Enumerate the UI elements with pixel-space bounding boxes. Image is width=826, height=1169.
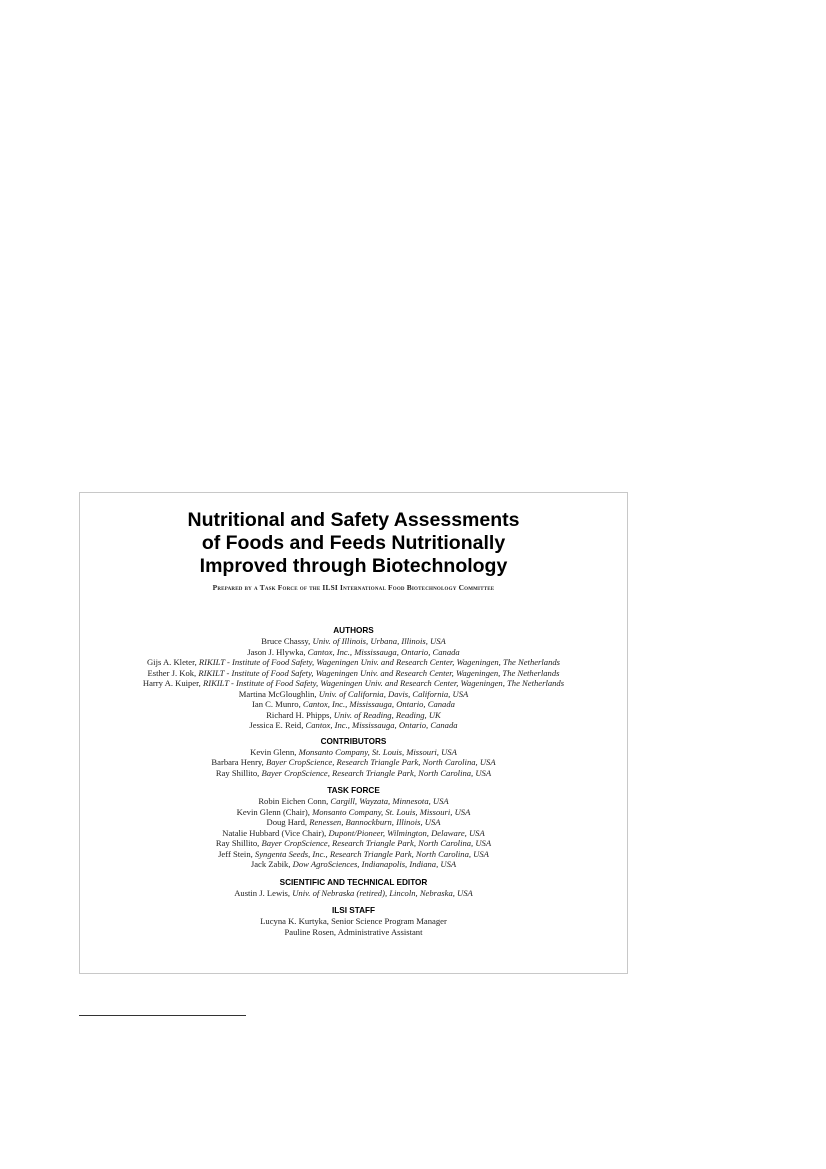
title-line-3: Improved through Biotechnology [199,555,508,577]
author-line: Bruce Chassy, Univ. of Illinois, Urbana, Illinois, USA [261,636,446,646]
staff-line: Lucyna K. Kurtyka, Senior Science Program Manager [260,916,447,926]
task-force-line: Jeff Stein, Syngenta Seeds, Inc., Research Triangle Park, North Carolina, USA [218,848,489,859]
contributor-line: Ray Shillito, Bayer CropScience, Research Triangle Park, North Carolina, USA [215,767,492,778]
author-line: Esther J. Kok, RIKILT - Institute of Food Safety, Wageningen Univ. and Research Center, Wageningen, The Netherlands [147,667,560,678]
task-force-line: Jack Zabik, Dow AgroSciences, Indianapolis, Indiana, USA [250,859,457,869]
author-line: Ian C. Munro, Cantox, Inc., Mississauga, Ontario, Canada [252,699,455,709]
document-title [80,509,627,578]
task-force-line: Ray Shillito, Bayer CropScience, Research Triangle Park, North Carolina, USA [215,838,492,848]
staff-heading: ILSI STAFF [331,906,376,915]
title-panel [79,492,628,974]
task-force-section [80,786,627,870]
footnote-rule [79,1015,246,1016]
staff-section [80,906,627,937]
editor-line: Austin J. Lewis, Univ. of Nebraska (retired), Lincoln, Nebraska, USA [234,887,473,898]
task-force-line: Doug Hard, Renessen, Bannockburn, Illinois, USA [266,817,441,827]
contributor-line: Kevin Glenn, Monsanto Company, St. Louis, Missouri, USA [250,746,457,757]
author-line: Jessica E. Reid, Cantox, Inc., Mississauga, Ontario, Canada [249,720,458,730]
contributor-line: Barbara Henry, Bayer CropScience, Research Triangle Park, North Carolina, USA [211,757,496,767]
authors-section [80,626,627,731]
task-force-line: Natalie Hubbard (Vice Chair), Dupont/Pioneer, Wilmington, Delaware, USA [222,827,485,838]
contributors-heading: CONTRIBUTORS [320,736,387,746]
task-force-line: Kevin Glenn (Chair), Monsanto Company, St. Louis, Missouri, USA [236,806,471,817]
author-line: Richard H. Phipps, Univ. of Reading, Reading, UK [266,709,441,720]
author-line: Harry A. Kuiper, RIKILT - Institute of Food Safety, Wageningen Univ. and Research Center, Wageningen, The Netherlands [142,678,565,688]
author-line: Gijs A. Kleter, RIKILT - Institute of Food Safety, Wageningen Univ. and Research Center, Wageningen, The Netherlands [146,657,561,667]
staff-line: Pauline Rosen, Administrative Assistant [284,926,423,937]
author-line: Jason J. Hlywka, Cantox, Inc., Mississauga, Ontario, Canada [247,646,460,657]
task-force-line: Robin Eichen Conn, Cargill, Wayzata, Minnesota, USA [258,796,449,806]
contributors-section [80,737,627,779]
editor-section [80,878,627,899]
prepared-by: Prepared by a Task Force of the ILSI International Food Biotechnology Committee [212,583,495,592]
title-line-2: of Foods and Feeds Nutritionally [201,532,506,554]
authors-heading: AUTHORS [333,626,374,635]
task-force-heading: TASK FORCE [327,786,380,795]
author-line: Martina McGloughlin, Univ. of California, Davis, California, USA [238,688,469,699]
editor-heading: SCIENTIFIC AND TECHNICAL EDITOR [279,877,428,887]
title-line-1: Nutritional and Safety Assessments [187,509,520,531]
